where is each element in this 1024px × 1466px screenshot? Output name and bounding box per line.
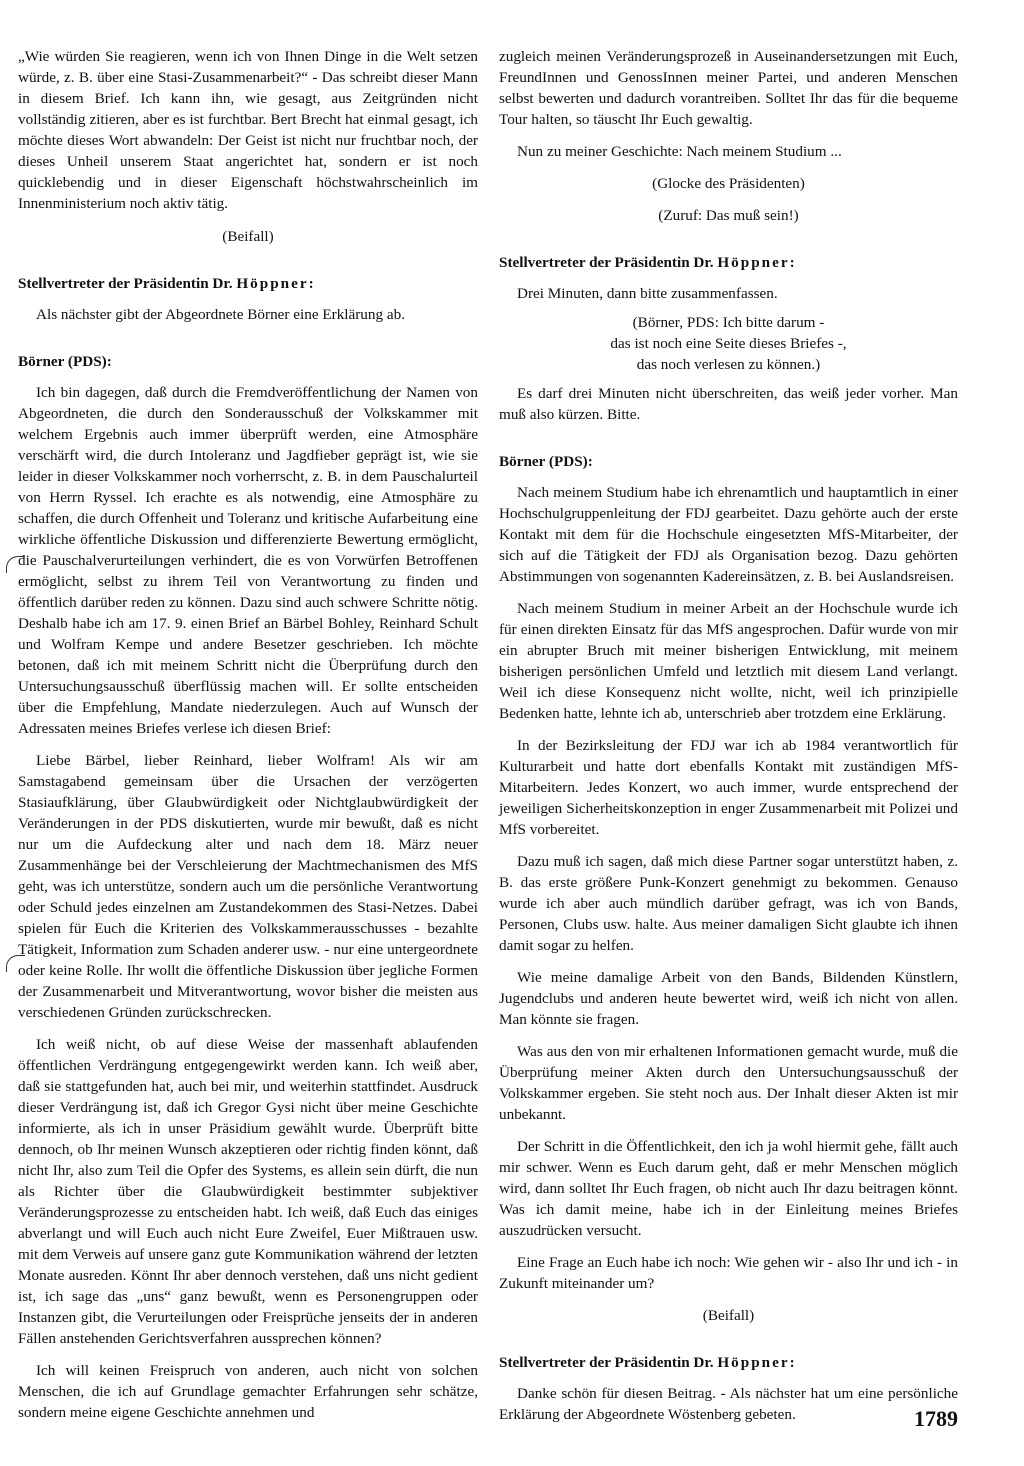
- paragraph: „Wie würden Sie reagieren, wenn ich von Ihnen Dinge in die Welt setzen würde, z. B. über eine Stasi-Zusammenarbeit?“ - Das schreibt dieser Mann in diesem Brief. Ich kann ihn, wie gesagt, aus Zeitgründen nicht vollständig zitieren, aber es ist furchtbar. Bert Brecht hat einmal gesagt, ich möchte dieses Wort abwandeln: Der Geist ist nicht nur fruchtbar noch, der dieses Unheil unserem Staat angerichtet hat, sondern er ist noch quicklebendig und in dieser Eigenschaft höchstwahrscheinlich im Innenministerium noch aktiv tätig.: [18, 48, 478, 212]
- speaker-title: Stellvertreter der Präsidentin Dr.: [18, 275, 233, 292]
- paragraph: Ich will keinen Freispruch von anderen, auch nicht von solchen Menschen, die ich auf Grundlage gemachter Erfahrungen sehr schätze, sondern meine eigene Geschichte annehmen und: [18, 1362, 478, 1421]
- speaker-name: Höppner:: [717, 254, 797, 271]
- paragraph: zugleich meinen Veränderungsprozeß in Auseinandersetzungen mit Euch, FreundInnen und GenossInnen meiner Partei, und anderen Menschen selbst bewerten und dadurch vorantreiben. Solltet Ihr das für die bequeme Tour halten, so täuscht Ihr Euch gewaltig.: [499, 48, 958, 128]
- paragraph: Ich weiß nicht, ob auf diese Weise der massenhaft ablaufenden öffentlichen Verdrängung entgegengewirkt werden kann. Ich weiß aber, daß sie stattgefunden hat, auch bei mir, und weiterhin stattfindet. Ausdruck dieser Verdrängung ist, daß ich Gregor Gysi nicht über meine Geschichte informierte, als ich in unser Präsidium gewählt wurde. Überprüft bitte dennoch, ob Ihr meinen Wunsch akzeptieren oder richtig finden könnt, daß nicht Ihr, also zum Teil die Opfer des Systems, es allein sein dürft, die nun als Richter über die Glaubwürdigkeit bestimmter subjektiver Veränderungsprozesse zu entscheiden habt. Ich weiß, daß Euch das einiges abverlangt und will Euch auch nicht Eure Zweifel, Euer Mißtrauen usw. mit dem Verweis auf unsere ganz gute Kommunikation während der letzten Monate ausreden. Könnt Ihr aber dennoch verstehen, daß uns nicht gedient ist, ich sage das „uns“ ganz bewußt, wenn es Personengruppen oder Instanzen gibt, die Verurteilungen oder Freisprüche jenseits der in anderen Fällen anstehenden Gerichtsverfahren aussprechen können?: [18, 1036, 478, 1347]
- margin-mark: [6, 556, 25, 573]
- applause-note: (Beifall): [702, 1307, 755, 1324]
- left-column: [18, 46, 478, 1423]
- speaker-heading: Börner (PDS):: [18, 353, 112, 370]
- paragraph: Ich bin dagegen, daß durch die Fremdveröffentlichung der Namen von Abgeordneten, die durch den Sonderausschuß der Volkskammer mit welchem Ergebnis auch immer überprüft werden, eine Atmosphäre verschärft wird, die durch Intoleranz und Jagdfieber geprägt ist, wie sie leider in dieser Volkskammer noch vorherrscht, z. B. in dem Pauschalurteil von Herrn Ryssel. Ich erachte es als notwendig, eine Atmosphäre zu schaffen, die durch Offenheit und Toleranz und kritische Aufarbeitung eine wirkliche öffentliche Diskussion und differenzierte Bewertung ermöglicht, die Pauschalverurteilungen verhindert, die es von Vorwürfen Betroffenen ermöglicht, selbst zu ihrem Teil von Verantwortung zu finden und öffentlich darüber reden zu können. Dazu sind auch schwere Schritte nötig. Deshalb habe ich am 17. 9. einen Brief an Bärbel Bohley, Reinhard Schult und Wolfram Kempe und andere Besetzer geschrieben. Ich möchte betonen, daß ich mit meinem Schritt nicht die Überprüfung durch den Untersuchungsausschuß überflüssig machen will. Er sollte entscheiden über die Empfehlung, Mandate niederzulegen. Auch auf Wunsch der Adressaten meines Briefes verlese ich diesen Brief:: [18, 384, 478, 737]
- paragraph: Dazu muß ich sagen, daß mich diese Partner sogar unterstützt haben, z. B. das erste größere Punk-Konzert genehmigt zu bekommen. Genauso wurde ich aber auch mündlich darüber gefragt, was ich von Bands, Personen, Clubs usw. halte. Aus meiner damaligen Sicht glaubte ich ihnen damit sogar zu helfen.: [499, 853, 958, 954]
- paragraph: Der Schritt in die Öffentlichkeit, den ich ja wohl hiermit gehe, fällt auch mir schwer. Wenn es Euch darum geht, daß er mehr Menschen möglich wird, dann solltet Ihr Euch fragen, ob nicht auch Ihr dazu beitragen könnt. Was ich damit meine, habe ich in der Einleitung meines Briefes auszudrücken versucht.: [499, 1138, 958, 1239]
- speaker-name: Höppner:: [236, 275, 316, 292]
- paragraph: Was aus den von mir erhaltenen Informationen gemacht wurde, muß die Überprüfung meiner Akten durch den Untersuchungsausschuß der Volkskammer ergeben. Sie steht noch aus. Der Inhalt dieser Akten ist mir unbekannt.: [499, 1043, 958, 1123]
- speaker-title: Stellvertreter der Präsidentin Dr.: [499, 1354, 714, 1371]
- speaker-heading: [18, 273, 478, 294]
- speaker-heading: [499, 252, 958, 273]
- paragraph: Nach meinem Studium habe ich ehrenamtlich und hauptamtlich in einer Hochschulgruppenleitung der FDJ gearbeitet. Dazu gehörte auch der erste Kontakt mit dem für die Hochschule eingesetzten MfS-Mitarbeiter, der sich auf die Tätigkeit der FDJ als Organisation bezog. Dazu gehörten Abstimmungen von sogenannten Kadereinsätzen, z. B. bei Auslandsreisen.: [499, 484, 958, 585]
- speaker-title: Stellvertreter der Präsidentin Dr.: [499, 254, 714, 271]
- right-column: [499, 46, 958, 1425]
- paragraph: Drei Minuten, dann bitte zusammenfassen.: [517, 285, 778, 302]
- paragraph: Wie meine damalige Arbeit von den Bands, Bildenden Künstlern, Jugendclubs und anderen heute bewertet wird, weiß ich nicht von allen. Man könnte sie fragen.: [499, 969, 958, 1028]
- paragraph: Liebe Bärbel, lieber Reinhard, lieber Wolfram! Als wir am Samstagabend gemeinsam über die Ursachen der verzögerten Stasiaufklärung, über Glaubwürdigkeit oder Nichtglaubwürdigkeit der Veränderungen in der PDS diskutierten, wurde mir bewußt, daß es nicht nur um die Aufdeckung alter und nach dem 18. März neuer Zusammenhänge bei der Verschleierung der Machtmechanismen des MfS geht, was ich unterstütze, sondern auch um die persönliche Verantwortung oder Schuld jedes einzelnen am Zustandekommen des Stasi-Netzes. Dabei spielen für Euch die Kriterien des Volkskammerausschusses - bezahlte Tätigkeit, Information zum Schaden anderer usw. - nur eine untergeordnete oder keine Rolle. Ihr wollt die öffentliche Diskussion über jegliche Formen der Zusammenarbeit und Mitverantwortung, wovor bisher die meisten aus verschiedenen Gründen zurückschrecken.: [18, 752, 478, 1021]
- paragraph: In der Bezirksleitung der FDJ war ich ab 1984 verantwortlich für Kulturarbeit und hatte dort ebenfalls Kontakt mit zuständigen MfS-Mitarbeitern. Jedes Konzert, wo auch immer, wurde entsprechend der jeweiligen Sicherheitskonzeption in enger Zusammenarbeit mit Polizei und MfS vorbereitet.: [499, 737, 958, 838]
- paragraph: Nach meinem Studium in meiner Arbeit an der Hochschule wurde ich für einen direkten Einsatz für das MfS angesprochen. Dafür wurde von mir ein abrupter Bruch mit meiner bisherigen Entwicklung, mit meinem bisherigen persönlichen Umfeld und letztlich mit diesem Land verlangt. Weil ich diese Konsequenz nicht wollte, nicht, weil ich prinzipielle Bedenken hatte, lehnte ich ab, unterschrieb aber trotzdem eine Erklärung.: [499, 600, 958, 722]
- bell-note: (Glocke des Präsidenten): [652, 175, 805, 192]
- margin-mark: [6, 955, 25, 972]
- applause-note: (Beifall): [222, 228, 274, 245]
- speaker-name: Höppner:: [717, 1354, 797, 1371]
- interjection-line: das ist noch eine Seite dieses Briefes -,: [610, 335, 847, 352]
- page-number: 1789: [914, 1406, 958, 1431]
- speaker-heading: Börner (PDS):: [499, 453, 593, 470]
- interjection-note: (Zuruf: Das muß sein!): [658, 207, 799, 224]
- paragraph: Nun zu meiner Geschichte: Nach meinem Studium ...: [517, 143, 842, 160]
- interjection-line: das noch verlesen zu können.): [636, 356, 821, 373]
- interjection-line: (Börner, PDS: Ich bitte darum -: [632, 314, 825, 331]
- paragraph: Als nächster gibt der Abgeordnete Börner eine Erklärung ab.: [36, 306, 406, 323]
- paragraph: Eine Frage an Euch habe ich noch: Wie gehen wir - also Ihr und ich - in Zukunft miteinander um?: [499, 1254, 958, 1292]
- speaker-heading: [499, 1352, 958, 1373]
- paragraph: Danke schön für diesen Beitrag. - Als nächster hat um eine persönliche Erklärung der Abgeordnete Wöstenberg gebeten.: [499, 1385, 958, 1423]
- paragraph: Es darf drei Minuten nicht überschreiten, das weiß jeder vorher. Man muß also kürzen. Bitte.: [499, 385, 958, 423]
